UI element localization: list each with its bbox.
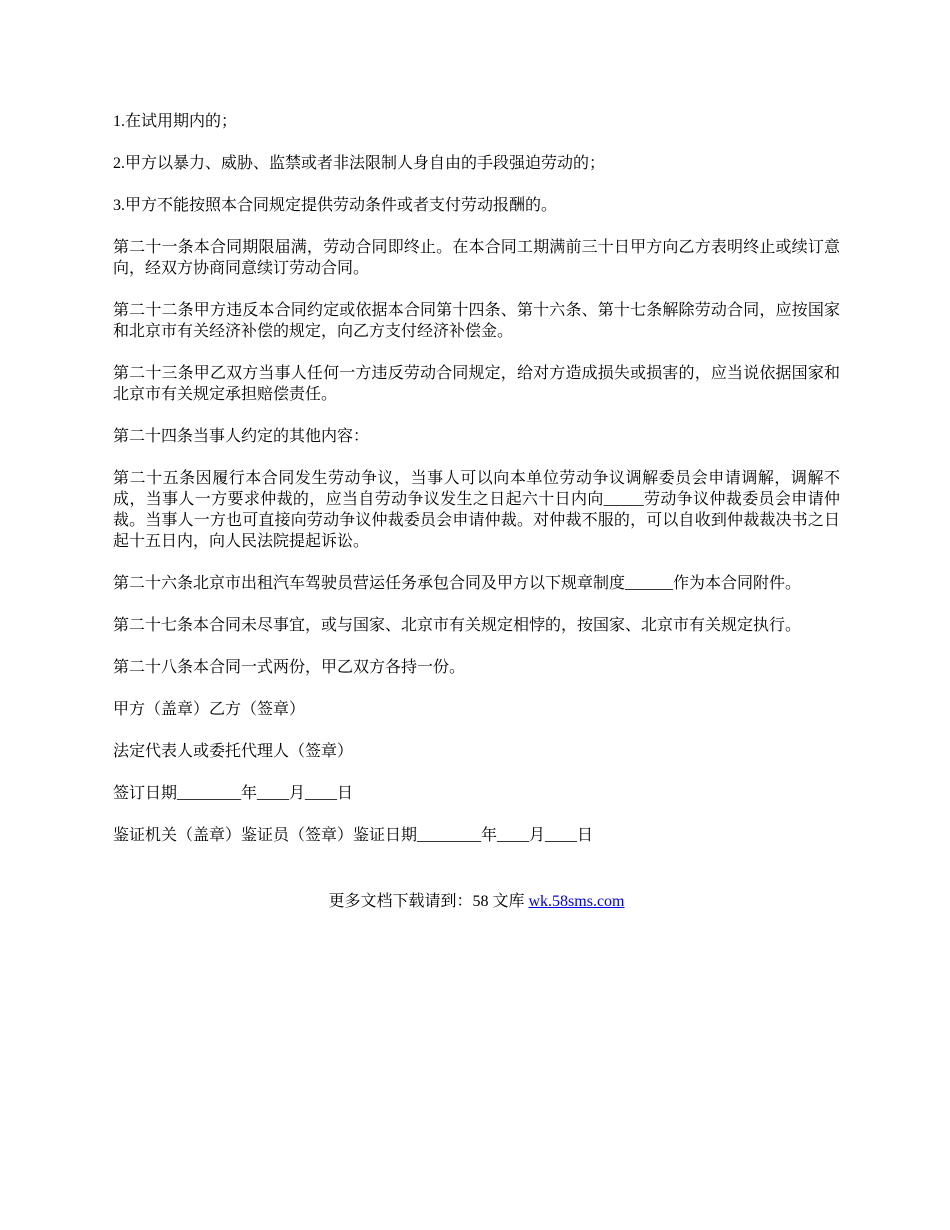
clause-item-3: 3.甲方不能按照本合同规定提供劳动条件或者支付劳动报酬的。 bbox=[113, 197, 558, 214]
article-23: 第二十三条甲乙双方当事人任何一方违反劳动合同规定，给对方造成损失或损害的，应当说依据国家和北京市有关规定承担赔偿责任。 bbox=[113, 365, 840, 403]
article-21: 第二十一条本合同期限届满，劳动合同即终止。在本合同工期满前三十日甲方向乙方表明终止或续订意向，经双方协商同意续订劳动合同。 bbox=[113, 239, 840, 277]
article-24: 第二十四条当事人约定的其他内容： bbox=[113, 428, 370, 445]
signature-parties: 甲方（盖章）乙方（签章） bbox=[113, 701, 306, 718]
legal-representative-line: 法定代表人或委托代理人（签章） bbox=[113, 743, 354, 760]
article-27: 第二十七条本合同未尽事宜，或与国家、北京市有关规定相悖的，按国家、北京市有关规定执行。 bbox=[113, 617, 802, 634]
article-28: 第二十八条本合同一式两份，甲乙双方各持一份。 bbox=[113, 659, 466, 676]
article-25: 第二十五条因履行本合同发生劳动争议，当事人可以向本单位劳动争议调解委员会申请调解，调解不成，当事人一方要求仲裁的，应当自劳动争议发生之日起六十日内向_____劳动争议仲裁委员会申请仲裁。当事人一方也可直接向劳动争议仲裁委员会申请仲裁。对仲裁不服的，可以自收到仲裁裁决书之日起十五日内，向人民法院提起诉讼。 bbox=[113, 470, 840, 550]
article-22: 第二十二条甲方违反本合同约定或依据本合同第十四条、第十六条、第十七条解除劳动合同，应按国家和北京市有关经济补偿的规定，向乙方支付经济补偿金。 bbox=[113, 302, 840, 340]
clause-item-2: 2.甲方以暴力、威胁、监禁或者非法限制人身自由的手段强迫劳动的； bbox=[113, 155, 606, 172]
footer-link[interactable]: wk.58sms.com bbox=[528, 893, 625, 910]
signing-date-line: 签订日期________年____月____日 bbox=[113, 785, 354, 802]
article-26: 第二十六条北京市出租汽车驾驶员营运任务承包合同及甲方以下规章制度______作为本合同附件。 bbox=[113, 575, 802, 592]
document-body bbox=[113, 111, 840, 867]
clause-item-1: 1.在试用期内的； bbox=[113, 113, 238, 130]
verification-line: 鉴证机关（盖章）鉴证员（签章）鉴证日期________年____月____日 bbox=[113, 827, 594, 844]
download-footer bbox=[113, 891, 840, 912]
footer-prefix: 更多文档下载请到：58 文库 bbox=[328, 893, 529, 910]
